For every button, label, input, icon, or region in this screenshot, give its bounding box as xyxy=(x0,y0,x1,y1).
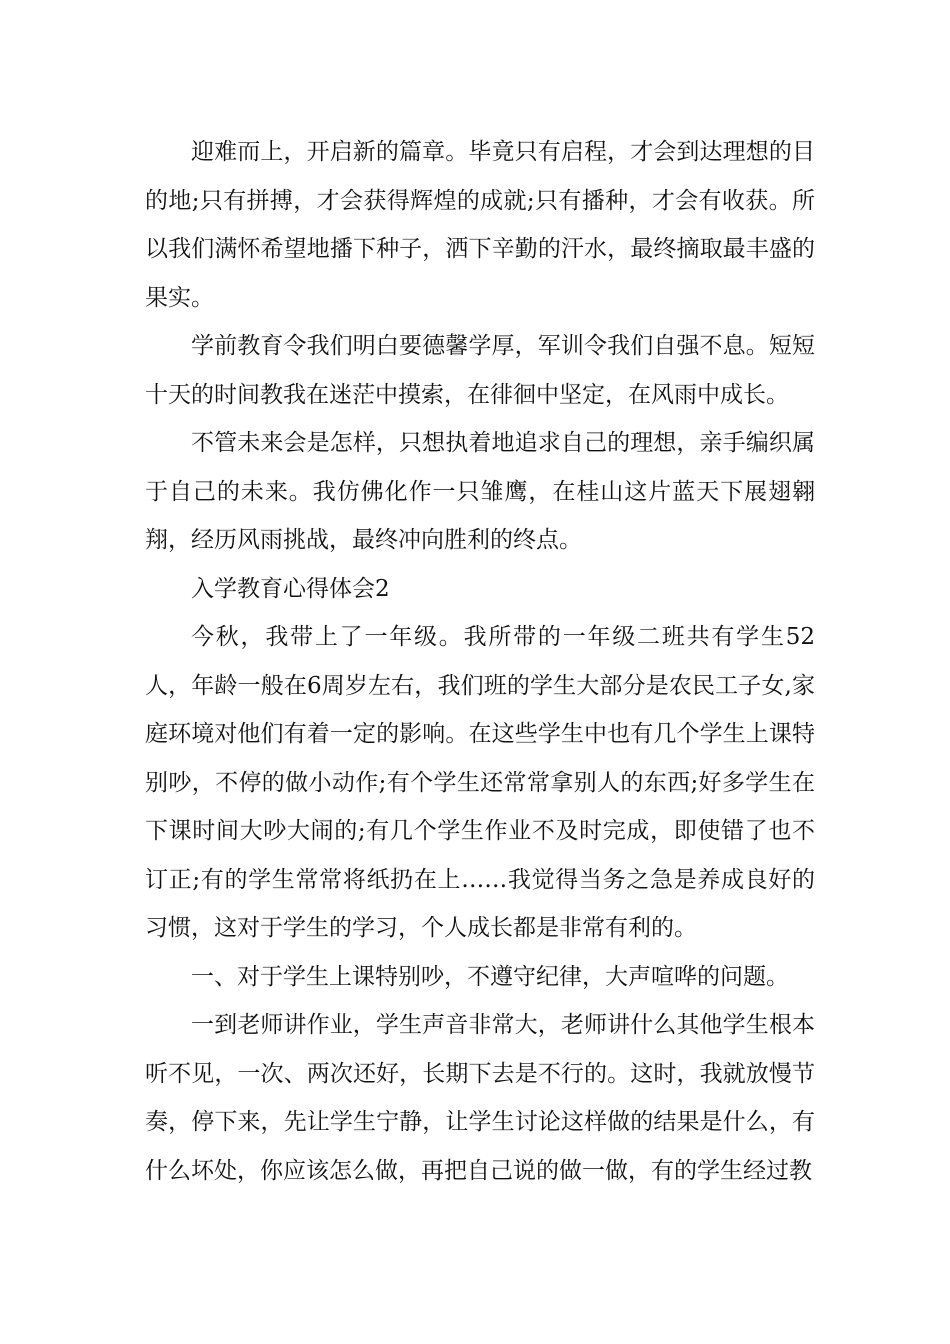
document-body xyxy=(145,128,815,1195)
paragraph-2: 学前教育令我们明白要德馨学厚，军训令我们自强不息。短短十天的时间教我在迷茫中摸索，在徘徊中坚定，在风雨中成长。 xyxy=(145,333,815,408)
paragraph-4: 今秋，我带上了一年级。我所带的一年级二班共有学生52人，年龄一般在6周岁左右，我们班的学生大部分是农民工子女,家庭环境对他们有着一定的影响。在这些学生中也有几个学生上课特别吵，不停的做小动作;有个学生还常常拿别人的东西;好多学生在下课时间大吵大闹的;有几个学生作业不及时完成，即使错了也不订正;有的学生常常将纸扔在上……我觉得当务之急是养成良好的习惯，这对于学生的学习，个人成长都是非常有利的。 xyxy=(145,624,815,941)
paragraph-1: 迎难而上，开启新的篇章。毕竟只有启程，才会到达理想的目的地;只有拼搏，才会获得辉煌的成就;只有播种，才会有收获。所以我们满怀希望地播下种子，洒下辛勤的汗水，最终摘取最丰盛的果实。 xyxy=(145,139,815,311)
paragraph-3: 不管未来会是怎样，只想执着地追求自己的理想，亲手编织属于自己的未来。我仿佛化作一只雏鹰，在桂山这片蓝天下展翅翱翔，经历风雨挑战，最终冲向胜利的终点。 xyxy=(145,430,815,553)
paragraph-5: 一、对于学生上课特别吵，不遵守纪律，大声喧哗的问题。 xyxy=(191,963,789,990)
section-heading: 入学教育心得体会2 xyxy=(191,575,390,602)
paragraph-6: 一到老师讲作业，学生声音非常大，老师讲什么其他学生根本听不见，一次、两次还好，长期下去是不行的。这时，我就放慢节奏，停下来，先让学生宁静，让学生讨论这样做的结果是什么，有什么坏处，你应该怎么做，再把自己说的做一做，有的学生经过教 xyxy=(145,1012,815,1184)
